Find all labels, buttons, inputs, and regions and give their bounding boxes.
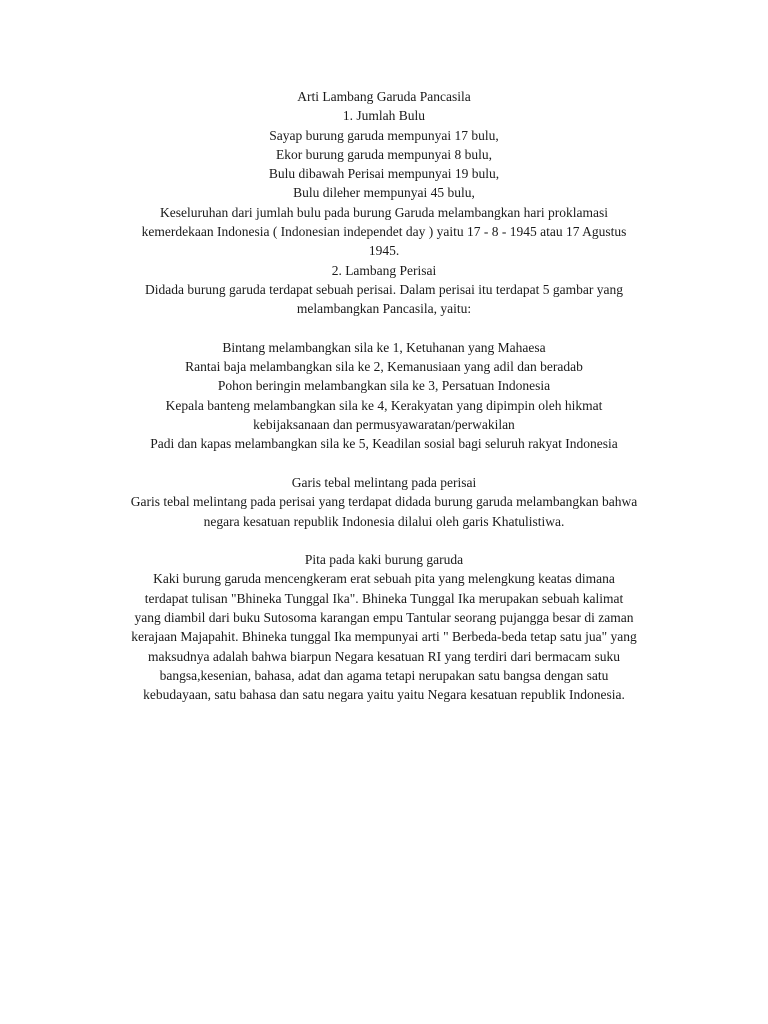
- paragraph-line: Didada burung garuda terdapat sebuah perisai. Dalam perisai itu terdapat 5 gambar yang: [145, 281, 623, 297]
- paragraph-line: Kaki burung garuda mencengkeram erat sebuah pita yang melengkung keatas dimana: [153, 571, 615, 587]
- list-item: Pohon beringin melambangkan sila ke 3, Persatuan Indonesia: [217, 378, 551, 394]
- list-item: Rantai baja melambangkan sila ke 2, Kemanusiaan yang adil dan beradab: [185, 359, 583, 375]
- paragraph-line: kebudayaan, satu bahasa dan satu negara yaitu yaitu Negara kesatuan republik Indonesia.: [143, 687, 625, 703]
- paragraph-line: melambangkan Pancasila, yaitu:: [296, 301, 472, 317]
- blank-line: [84, 319, 684, 338]
- paragraph-line: Sayap burung garuda mempunyai 17 bulu,: [269, 127, 499, 143]
- paragraph-line: kemerdekaan Indonesia ( Indonesian independet day ) yaitu 17 - 8 - 1945 atau 17 Agustus: [141, 224, 627, 240]
- document-body: [84, 87, 684, 705]
- paragraph-line: Keseluruhan dari jumlah bulu pada burung Garuda melambangkan hari proklamasi: [160, 204, 608, 220]
- paragraph-line: Garis tebal melintang pada perisai yang terdapat didada burung garuda melambangkan bahwa: [130, 494, 638, 510]
- list-item: Kepala banteng melambangkan sila ke 4, Kerakyatan yang dipimpin oleh hikmat: [165, 397, 603, 413]
- paragraph-line: terdapat tulisan "Bhineka Tunggal Ika". Bhineka Tunggal Ika merupakan sebuah kalimat: [144, 590, 624, 606]
- paragraph-line: bangsa,kesenian, bahasa, adat dan agama tetapi nerupakan satu bangsa dengan satu: [159, 667, 609, 683]
- paragraph-line: Ekor burung garuda mempunyai 8 bulu,: [276, 146, 492, 162]
- blank-line: [84, 531, 684, 550]
- paragraph-line: yang diambil dari buku Sutosoma karangan empu Tantular seorang pujangga besar di zaman: [134, 610, 634, 626]
- section-heading-lambang-perisai: 2. Lambang Perisai: [331, 262, 437, 278]
- section-heading-pita: Pita pada kaki burung garuda: [304, 552, 464, 568]
- paragraph-line: Bulu dileher mempunyai 45 bulu,: [293, 185, 475, 201]
- paragraph-line: kerajaan Majapahit. Bhineka tunggal Ika mempunyai arti " Berbeda-beda tetap satu jua" yang: [131, 629, 637, 645]
- list-item: kebijaksanaan dan permusyawaratan/perwakilan: [253, 417, 515, 433]
- paragraph-line: Bulu dibawah Perisai mempunyai 19 bulu,: [268, 166, 500, 182]
- document-title: Arti Lambang Garuda Pancasila: [297, 89, 471, 104]
- paragraph-line: negara kesatuan republik Indonesia dilalui oleh garis Khatulistiwa.: [203, 513, 565, 529]
- paragraph-line: maksudnya adalah bahwa biarpun Negara kesatuan RI yang terdiri dari bermacam suku: [148, 648, 620, 664]
- paragraph-line: 1945.: [368, 243, 400, 259]
- section-heading-jumlah-bulu: 1. Jumlah Bulu: [342, 108, 426, 124]
- list-item: Padi dan kapas melambangkan sila ke 5, Keadilan sosial bagi seluruh rakyat Indonesia: [150, 436, 618, 452]
- list-item: Bintang melambangkan sila ke 1, Ketuhanan yang Mahaesa: [222, 339, 546, 355]
- blank-line: [84, 454, 684, 473]
- section-heading-garis-tebal: Garis tebal melintang pada perisai: [291, 474, 477, 490]
